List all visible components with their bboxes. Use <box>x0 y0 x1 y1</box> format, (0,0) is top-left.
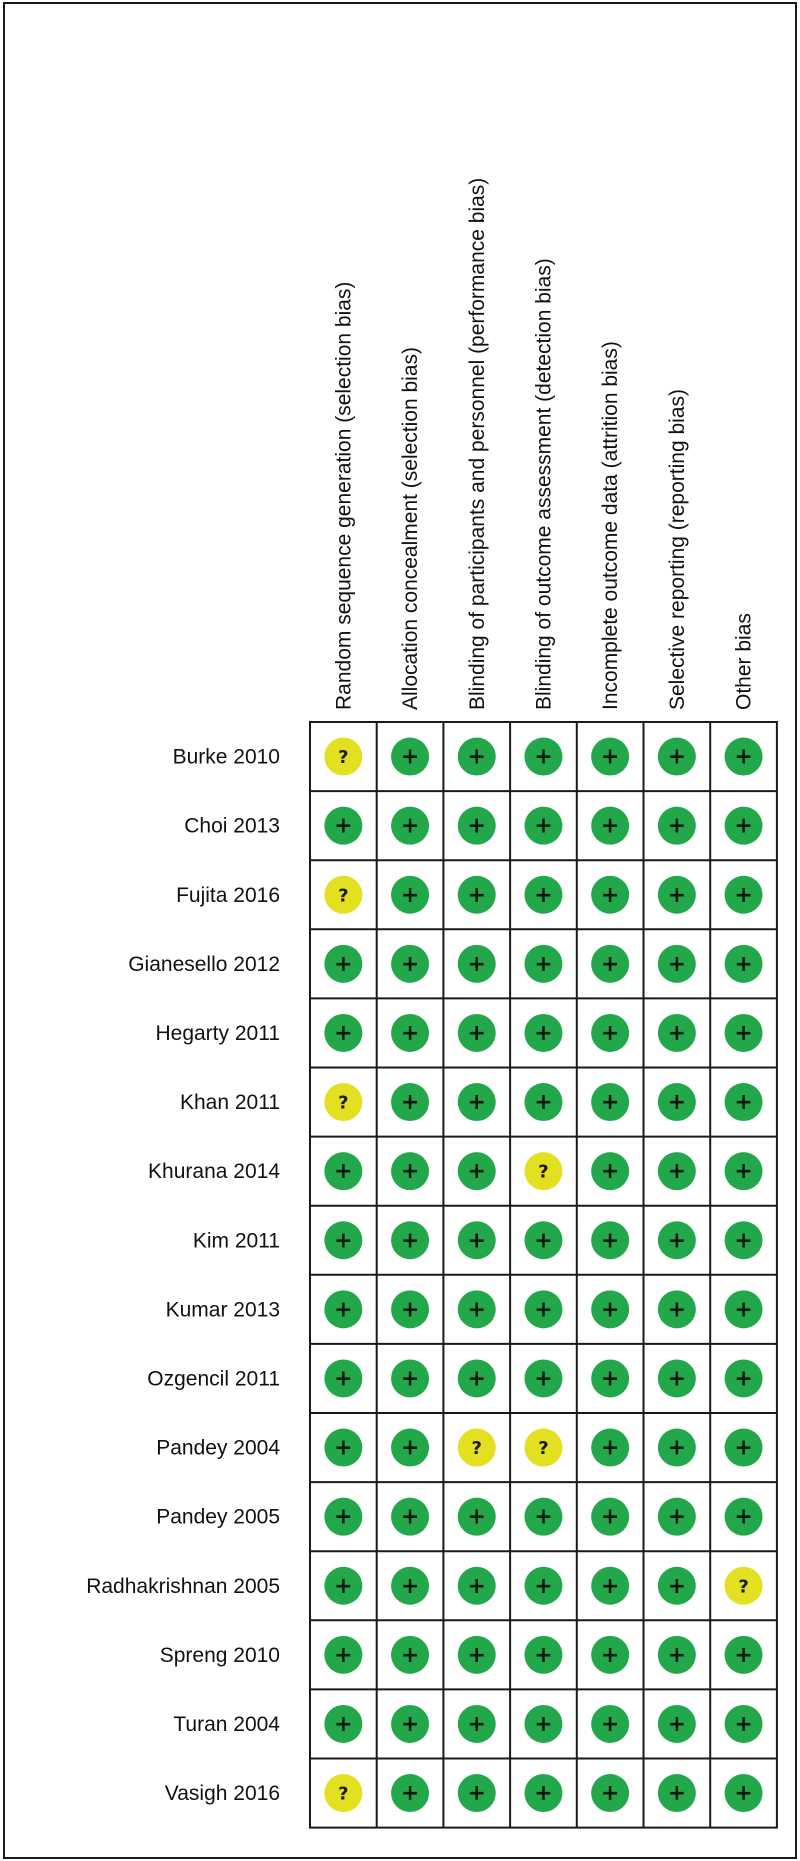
rating-symbol: + <box>334 1159 353 1185</box>
plus-circle-icon <box>324 1429 362 1467</box>
plus-circle-icon <box>391 807 429 845</box>
rating-symbol: + <box>734 1366 753 1392</box>
rating-symbol: + <box>334 1504 353 1530</box>
rating-symbol: + <box>600 1297 620 1323</box>
rating-symbol: + <box>734 1642 753 1668</box>
rating-symbol: + <box>334 1711 353 1737</box>
rating-symbol: + <box>400 1504 420 1530</box>
rating-symbol: ? <box>338 1783 349 1805</box>
rating-symbol: + <box>534 1228 553 1254</box>
plus-circle-icon <box>324 1290 362 1328</box>
rating-symbol: + <box>467 1504 486 1530</box>
rating-symbol: + <box>667 1020 687 1046</box>
rating-symbol: + <box>467 1573 486 1599</box>
plus-circle-icon <box>524 1221 562 1259</box>
rating-symbol: + <box>667 813 687 839</box>
plus-circle-icon <box>658 945 696 983</box>
plus-circle-icon <box>324 1498 362 1536</box>
rating-symbol: + <box>734 1504 753 1530</box>
column-header: Random sequence generation (selection bias) <box>332 281 356 710</box>
plus-circle-icon <box>458 1083 496 1121</box>
plus-circle-icon <box>591 1290 629 1328</box>
rating-symbol: + <box>734 1159 753 1185</box>
rating-symbol: + <box>534 1020 553 1046</box>
rating-symbol: + <box>400 951 420 977</box>
plus-circle-icon <box>658 738 696 776</box>
rating-symbol: + <box>467 1228 486 1254</box>
plus-circle-icon <box>591 738 629 776</box>
rating-symbol: + <box>467 951 486 977</box>
plus-circle-icon <box>591 1636 629 1674</box>
study-label: Choi 2013 <box>184 814 280 838</box>
column-header: Other bias <box>732 613 756 710</box>
rating-symbol: + <box>534 882 553 908</box>
plus-circle-icon <box>725 1498 763 1536</box>
plus-circle-icon <box>591 1221 629 1259</box>
rating-symbol: + <box>667 1090 687 1116</box>
study-label: Radhakrishnan 2005 <box>86 1574 280 1598</box>
plus-circle-icon <box>524 1567 562 1605</box>
plus-circle-icon <box>658 876 696 914</box>
column-header: Blinding of participants and personnel (performance bias) <box>465 177 489 710</box>
plus-circle-icon <box>391 1152 429 1190</box>
plus-circle-icon <box>324 1014 362 1052</box>
rating-symbol: + <box>534 813 553 839</box>
plus-circle-icon <box>524 738 562 776</box>
plus-circle-icon <box>458 945 496 983</box>
plus-circle-icon <box>591 876 629 914</box>
study-label: Turan 2004 <box>173 1712 280 1736</box>
plus-circle-icon <box>524 1290 562 1328</box>
rating-symbol: + <box>734 1090 753 1116</box>
plus-circle-icon <box>591 1705 629 1743</box>
rating-symbol: + <box>600 1435 620 1461</box>
plus-circle-icon <box>725 1359 763 1397</box>
plus-circle-icon <box>658 1498 696 1536</box>
study-label: Ozgencil 2011 <box>147 1367 280 1391</box>
rating-symbol: + <box>400 1711 420 1737</box>
plus-circle-icon <box>324 1221 362 1259</box>
rating-symbol: + <box>334 1435 353 1461</box>
study-label: Kim 2011 <box>192 1229 280 1253</box>
rating-symbol: + <box>334 951 353 977</box>
plus-circle-icon <box>458 1774 496 1812</box>
plus-circle-icon <box>458 738 496 776</box>
plus-circle-icon <box>658 1429 696 1467</box>
rating-symbol: + <box>400 1020 420 1046</box>
plus-circle-icon <box>591 1014 629 1052</box>
rating-symbol: + <box>734 1228 753 1254</box>
rating-symbol: + <box>600 882 620 908</box>
plus-circle-icon <box>725 1290 763 1328</box>
plus-circle-icon <box>324 1359 362 1397</box>
rating-symbol: + <box>600 1020 620 1046</box>
plus-circle-icon <box>658 1705 696 1743</box>
rating-symbol: + <box>667 1297 687 1323</box>
plus-circle-icon <box>524 945 562 983</box>
rating-symbol: + <box>600 1090 620 1116</box>
question-circle-icon <box>458 1429 496 1467</box>
plus-circle-icon <box>658 1774 696 1812</box>
column-headers <box>332 178 755 710</box>
plus-circle-icon <box>391 1429 429 1467</box>
rating-symbol: + <box>734 951 753 977</box>
question-circle-icon <box>324 1083 362 1121</box>
plus-circle-icon <box>458 1705 496 1743</box>
plus-circle-icon <box>458 1290 496 1328</box>
rating-symbol: + <box>534 1573 553 1599</box>
plus-circle-icon <box>725 1083 763 1121</box>
rating-symbol: + <box>667 1642 687 1668</box>
plus-circle-icon <box>324 1636 362 1674</box>
plus-circle-icon <box>391 738 429 776</box>
plus-circle-icon <box>524 1083 562 1121</box>
column-header: Selective reporting (reporting bias) <box>665 389 689 710</box>
rating-symbol: + <box>467 1711 486 1737</box>
rating-symbol: + <box>734 813 753 839</box>
rating-symbol: + <box>467 1781 486 1807</box>
rating-symbol: + <box>667 1781 687 1807</box>
rating-symbol: + <box>400 1642 420 1668</box>
plus-circle-icon <box>458 1498 496 1536</box>
rating-symbol: + <box>534 1504 553 1530</box>
rating-symbol: + <box>400 882 420 908</box>
plus-circle-icon <box>591 1359 629 1397</box>
rating-symbol: + <box>600 744 620 770</box>
rating-symbol: + <box>334 813 353 839</box>
plus-circle-icon <box>591 945 629 983</box>
plus-circle-icon <box>524 1359 562 1397</box>
rating-symbol: + <box>334 1573 353 1599</box>
plus-circle-icon <box>324 1567 362 1605</box>
plus-circle-icon <box>725 1705 763 1743</box>
plus-circle-icon <box>458 1152 496 1190</box>
rating-symbol: + <box>600 813 620 839</box>
plus-circle-icon <box>524 1636 562 1674</box>
rating-symbol: + <box>734 1781 753 1807</box>
plus-circle-icon <box>658 1359 696 1397</box>
rating-symbol: + <box>400 1366 420 1392</box>
rating-symbol: ? <box>338 747 349 769</box>
study-label: Pandey 2004 <box>156 1436 280 1460</box>
rating-symbol: + <box>600 1573 620 1599</box>
plus-circle-icon <box>591 1152 629 1190</box>
plus-circle-icon <box>725 876 763 914</box>
rating-symbol: + <box>534 744 553 770</box>
plus-circle-icon <box>458 1221 496 1259</box>
rating-symbol: + <box>334 1228 353 1254</box>
rating-symbol: + <box>667 1435 687 1461</box>
study-label: Kumar 2013 <box>165 1298 280 1322</box>
plus-circle-icon <box>391 1498 429 1536</box>
study-label: Khan 2011 <box>179 1091 280 1115</box>
rating-symbol: + <box>534 1642 553 1668</box>
rating-symbol: + <box>334 1642 353 1668</box>
plus-circle-icon <box>591 1567 629 1605</box>
rating-symbol: + <box>334 1297 353 1323</box>
rating-symbol: + <box>600 1711 620 1737</box>
plus-circle-icon <box>324 945 362 983</box>
rating-symbol: + <box>667 1711 687 1737</box>
plus-circle-icon <box>725 1014 763 1052</box>
rating-symbol: + <box>400 1090 420 1116</box>
plus-circle-icon <box>458 1636 496 1674</box>
plus-circle-icon <box>658 1221 696 1259</box>
study-label: Vasigh 2016 <box>164 1782 280 1806</box>
question-circle-icon <box>524 1429 562 1467</box>
rating-symbol: + <box>467 1297 486 1323</box>
rating-symbol: + <box>667 951 687 977</box>
study-label: Gianesello 2012 <box>128 952 280 976</box>
plus-circle-icon <box>658 807 696 845</box>
rating-symbol: ? <box>338 885 349 907</box>
plus-circle-icon <box>324 807 362 845</box>
rating-symbol: + <box>534 1090 553 1116</box>
plus-circle-icon <box>591 807 629 845</box>
plus-circle-icon <box>725 1152 763 1190</box>
plus-circle-icon <box>591 1429 629 1467</box>
plus-circle-icon <box>458 1567 496 1605</box>
rating-symbol: + <box>734 1435 753 1461</box>
plus-circle-icon <box>391 945 429 983</box>
rating-symbol: + <box>734 1020 753 1046</box>
rating-symbol: + <box>667 1228 687 1254</box>
rating-symbol: ? <box>471 1438 482 1460</box>
rating-symbol: + <box>534 951 553 977</box>
plus-circle-icon <box>725 807 763 845</box>
rating-symbol: + <box>334 1366 353 1392</box>
rating-symbol: + <box>667 882 687 908</box>
rating-symbol: + <box>467 1020 486 1046</box>
plus-circle-icon <box>391 1290 429 1328</box>
rating-symbol: + <box>600 1642 620 1668</box>
rating-symbol: + <box>467 1159 486 1185</box>
question-circle-icon <box>324 876 362 914</box>
plus-circle-icon <box>391 1567 429 1605</box>
column-header: Incomplete outcome data (attrition bias) <box>599 341 623 710</box>
plus-circle-icon <box>591 1498 629 1536</box>
study-label: Burke 2010 <box>172 745 280 769</box>
rating-symbol: ? <box>338 1092 349 1114</box>
plus-circle-icon <box>658 1014 696 1052</box>
rating-symbol: + <box>400 1573 420 1599</box>
rating-symbol: + <box>600 1159 620 1185</box>
plus-circle-icon <box>458 1014 496 1052</box>
rating-symbol: ? <box>738 1576 749 1598</box>
plus-circle-icon <box>391 1705 429 1743</box>
rating-symbol: ? <box>538 1438 549 1460</box>
plus-circle-icon <box>725 945 763 983</box>
plus-circle-icon <box>391 1359 429 1397</box>
plus-circle-icon <box>725 1636 763 1674</box>
study-label: Khurana 2014 <box>148 1160 280 1184</box>
study-label: Spreng 2010 <box>159 1643 280 1667</box>
plus-circle-icon <box>725 1429 763 1467</box>
plus-circle-icon <box>324 1705 362 1743</box>
plus-circle-icon <box>458 1359 496 1397</box>
plus-circle-icon <box>391 1221 429 1259</box>
plus-circle-icon <box>391 876 429 914</box>
rating-symbol: + <box>534 1781 553 1807</box>
rating-symbol: + <box>734 1711 753 1737</box>
column-header: Blinding of outcome assessment (detection bias) <box>532 258 556 710</box>
plus-circle-icon <box>725 1221 763 1259</box>
plus-circle-icon <box>524 1705 562 1743</box>
rating-symbol: + <box>400 813 420 839</box>
rating-symbol: + <box>600 1366 620 1392</box>
study-label: Pandey 2005 <box>156 1505 280 1529</box>
rating-symbol: + <box>467 1090 486 1116</box>
question-circle-icon <box>324 1774 362 1812</box>
rating-symbol: + <box>534 1366 553 1392</box>
plus-circle-icon <box>658 1290 696 1328</box>
plus-circle-icon <box>524 1498 562 1536</box>
rating-symbol: + <box>467 1642 486 1668</box>
rating-symbol: + <box>667 1573 687 1599</box>
rating-symbol: + <box>667 1504 687 1530</box>
rating-symbol: + <box>600 951 620 977</box>
plus-circle-icon <box>524 1014 562 1052</box>
plus-circle-icon <box>458 876 496 914</box>
rating-symbol: + <box>734 744 753 770</box>
rating-symbol: + <box>400 744 420 770</box>
rating-symbol: ? <box>538 1161 549 1183</box>
question-circle-icon <box>524 1152 562 1190</box>
rating-symbol: + <box>600 1228 620 1254</box>
rating-symbol: + <box>667 1159 687 1185</box>
plus-circle-icon <box>658 1567 696 1605</box>
plus-circle-icon <box>524 876 562 914</box>
rating-symbol: + <box>667 1366 687 1392</box>
question-circle-icon <box>725 1567 763 1605</box>
plus-circle-icon <box>391 1636 429 1674</box>
rating-symbol: + <box>400 1781 420 1807</box>
rating-symbol: + <box>734 882 753 908</box>
rating-symbol: + <box>400 1159 420 1185</box>
rating-symbol: + <box>400 1435 420 1461</box>
plus-circle-icon <box>391 1083 429 1121</box>
plus-circle-icon <box>524 1774 562 1812</box>
rating-symbol: + <box>534 1711 553 1737</box>
plus-circle-icon <box>725 738 763 776</box>
rating-symbol: + <box>400 1228 420 1254</box>
rating-symbol: + <box>534 1297 553 1323</box>
plus-circle-icon <box>658 1152 696 1190</box>
rating-symbol: + <box>600 1504 620 1530</box>
rating-symbol: + <box>467 1366 486 1392</box>
plus-circle-icon <box>591 1774 629 1812</box>
plus-circle-icon <box>658 1083 696 1121</box>
plus-circle-icon <box>658 1636 696 1674</box>
plus-circle-icon <box>391 1774 429 1812</box>
study-label: Hegarty 2011 <box>155 1021 280 1045</box>
plus-circle-icon <box>524 807 562 845</box>
plus-circle-icon <box>391 1014 429 1052</box>
plus-circle-icon <box>458 807 496 845</box>
column-header: Allocation concealment (selection bias) <box>399 346 423 710</box>
plus-circle-icon <box>591 1083 629 1121</box>
question-circle-icon <box>324 738 362 776</box>
rating-symbol: + <box>400 1297 420 1323</box>
rating-symbol: + <box>334 1020 353 1046</box>
rating-symbol: + <box>600 1781 620 1807</box>
rating-symbol: + <box>467 882 486 908</box>
rating-symbol: + <box>467 744 486 770</box>
rating-symbol: + <box>467 813 486 839</box>
rating-symbol: + <box>734 1297 753 1323</box>
rating-symbol: + <box>667 744 687 770</box>
plus-circle-icon <box>324 1152 362 1190</box>
study-label: Fujita 2016 <box>176 883 280 907</box>
plus-circle-icon <box>725 1774 763 1812</box>
